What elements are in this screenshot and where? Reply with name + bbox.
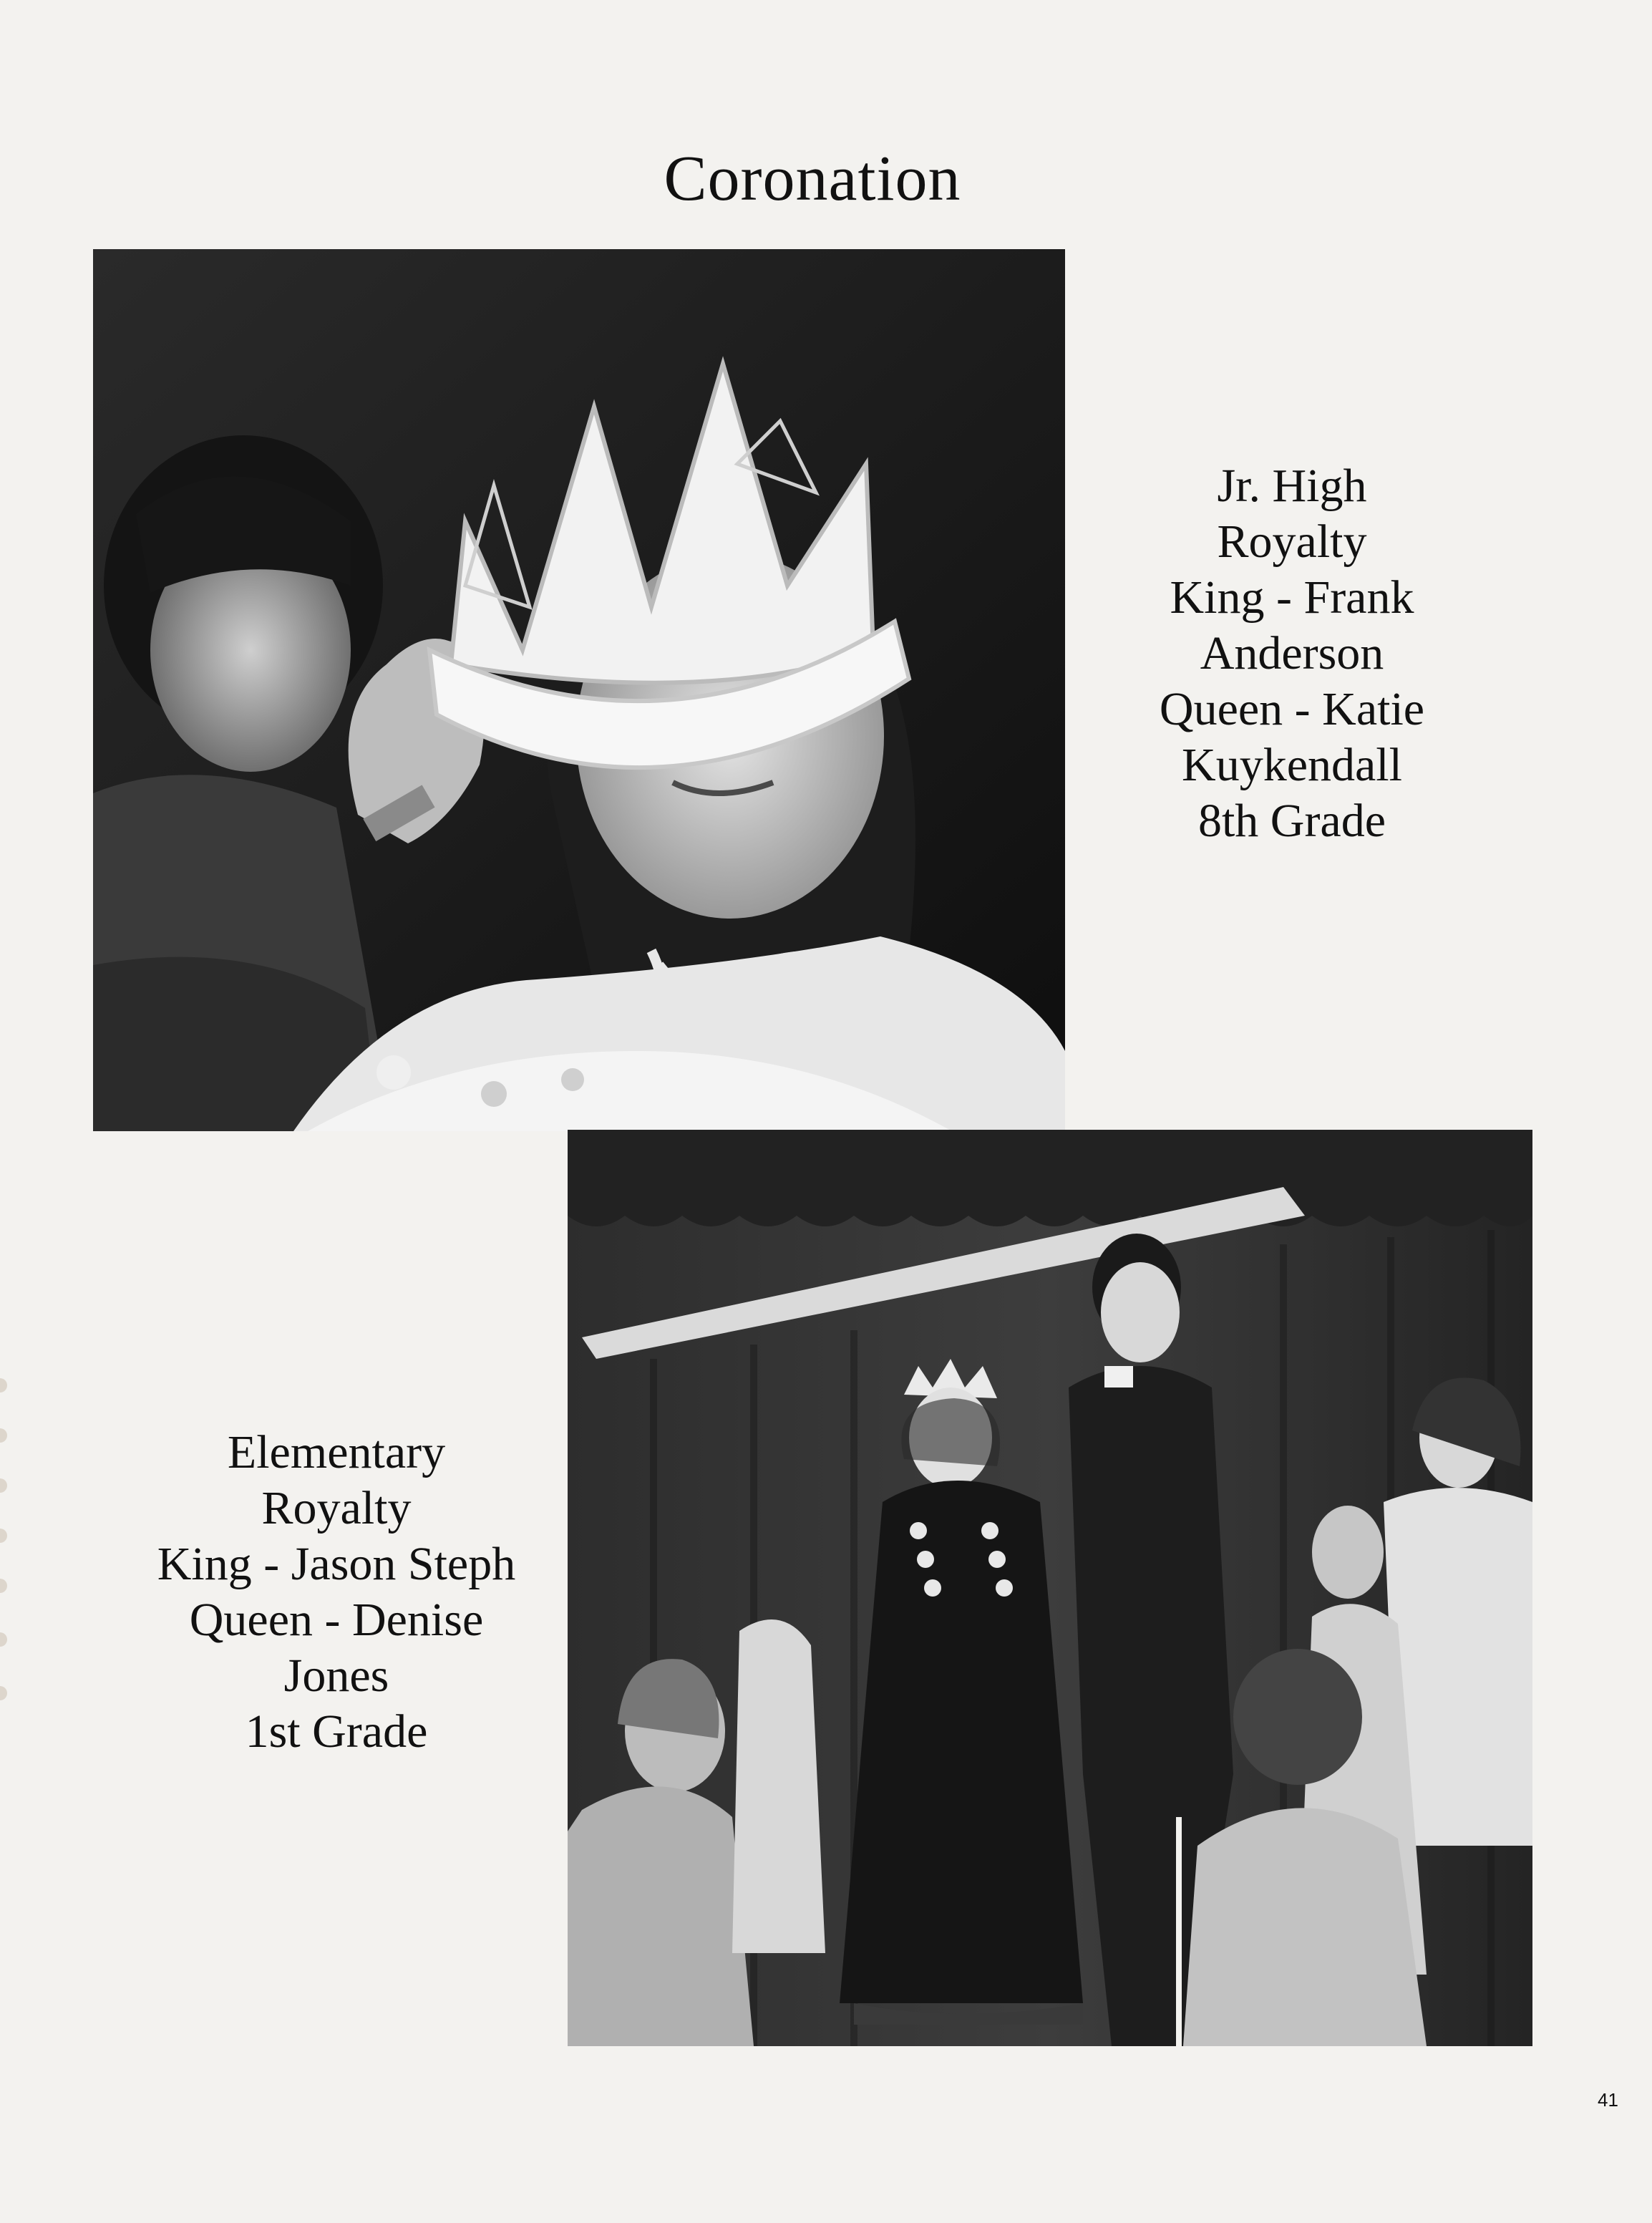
crowned-child-photo (93, 249, 1065, 1131)
caption-line: Queen - Denise (189, 1594, 484, 1646)
binding-holes (0, 0, 21, 2223)
stage-coronation-photo (568, 1130, 1532, 2046)
caption-line: Royalty (1217, 515, 1367, 568)
caption-line: Queen - Katie (1159, 683, 1425, 735)
page-number: 41 (1598, 2089, 1618, 2111)
caption-line: King - Jason Steph (157, 1538, 516, 1590)
caption-line: 8th Grade (1197, 795, 1386, 847)
caption-line: 1st Grade (245, 1705, 428, 1758)
jr-high-royalty-caption (1077, 458, 1507, 849)
caption-line: Jr. High (1217, 460, 1367, 512)
caption-line: Anderson (1200, 627, 1384, 679)
caption-line: Royalty (261, 1482, 412, 1534)
caption-line: Jones (283, 1650, 389, 1702)
page-title: Coronation (664, 143, 961, 214)
caption-line: King - Frank (1170, 571, 1414, 624)
caption-line: Kuykendall (1182, 739, 1402, 791)
elementary-royalty-caption (93, 1425, 580, 1760)
caption-line: Elementary (227, 1426, 446, 1478)
